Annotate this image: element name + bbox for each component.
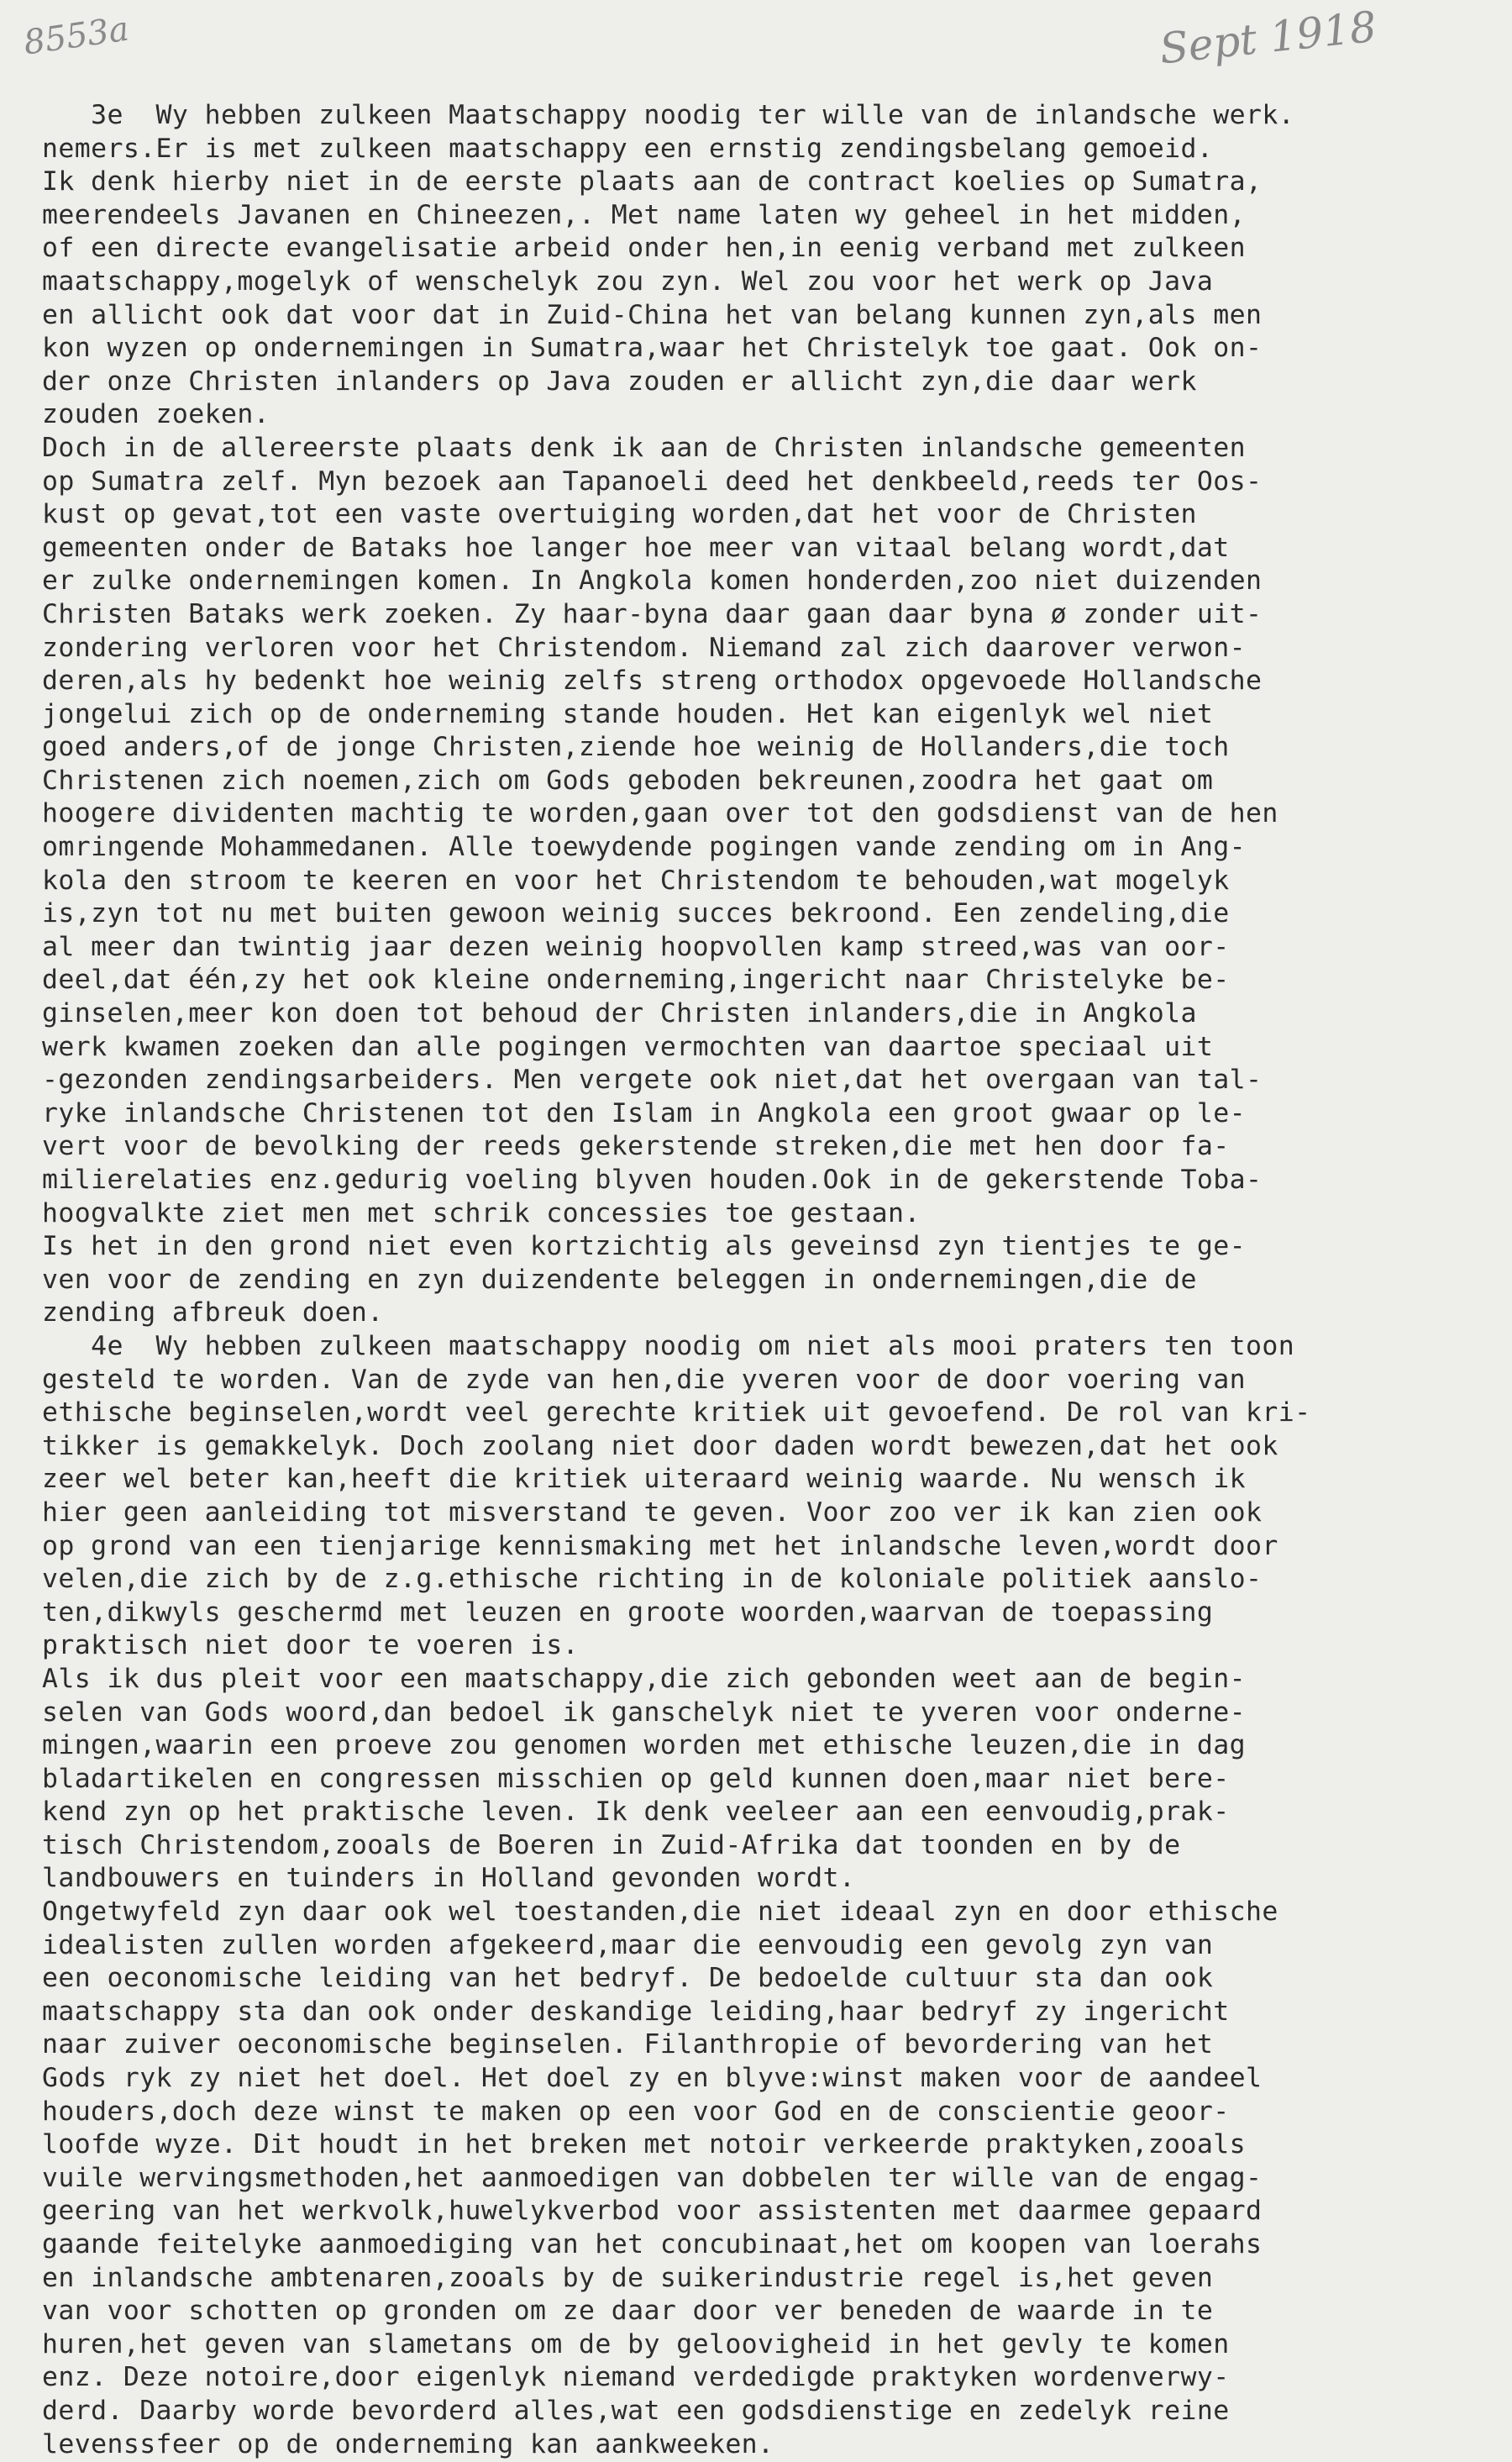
text-line: meerendeels Javanen en Chineezen,. Met name laten wy geheel in het midden, [42,199,1246,230]
text-line: ryke inlandsche Christenen tot den Islam in Angkola een groot gwaar op le- [42,1097,1246,1128]
text-line: op grond van een tienjarige kennismaking met het inlandsche leven,wordt door [42,1530,1278,1561]
text-line: tikker is gemakkelyk. Doch zoolang niet door daden wordt bewezen,dat het ook [42,1430,1278,1461]
typed-text-body [42,99,1487,2461]
text-line: Als ik dus pleit voor een maatschappy,die zich gebonden weet aan de begin- [42,1663,1246,1694]
text-line: is,zyn tot nu met buiten gewoon weinig succes bekroond. Een zendeling,die [42,898,1230,929]
text-line: kola den stroom te keeren en voor het Christendom te behouden,wat mogelyk [42,865,1230,896]
text-line: huren,het geven van slametans om de by geloovigheid in het gevly te komen [42,2328,1230,2359]
text-line: Ik denk hierby niet in de eerste plaats aan de contract koelies op Sumatra, [42,166,1263,197]
text-line: Is het in den grond niet even kortzichtig als geveinsd zyn tientjes te ge- [42,1231,1246,1262]
text-line: maatschappy sta dan ook onder deskandige leiding,haar bedryf zy ingericht [42,1996,1230,2027]
text-line: hier geen aanleiding tot misverstand te geven. Voor zoo ver ik kan zien ook [42,1497,1263,1528]
text-line: geering van het werkvolk,huwelykverbod voor assistenten met daarmee gepaard [42,2196,1263,2227]
text-line: der onze Christen inlanders op Java zouden er allicht zyn,die daar werk [42,366,1197,397]
text-line: gemeenten onder de Bataks hoe langer hoe meer van vitaal belang wordt,dat [42,532,1230,563]
text-line: werk kwamen zoeken dan alle pogingen vermochten van daartoe speciaal uit [42,1031,1214,1062]
text-line: milierelaties enz.gedurig voeling blyven houden.Ook in de gekerstende Toba- [42,1165,1263,1195]
text-line: deel,dat één,zy het ook kleine onderneming,ingericht naar Christelyke be- [42,965,1230,996]
text-line: ginselen,meer kon doen tot behoud der Christen inlanders,die in Angkola [42,998,1197,1029]
text-line: vert voor de bevolking der reeds gekerstende streken,die met hen door fa- [42,1131,1230,1162]
text-line: ten,dikwyls geschermd met leuzen en groote woorden,waarvan de toepassing [42,1597,1214,1628]
text-line: goed anders,of de jonge Christen,ziende hoe weinig de Hollanders,die toch [42,732,1230,763]
text-line: hoogvalkte ziet men met schrik concessies toe gestaan. [42,1197,921,1228]
text-line: zeer wel beter kan,heeft die kritiek uiteraard weinig waarde. Nu wensch ik [42,1464,1246,1495]
text-line: loofde wyze. Dit houdt in het breken met notoir verkeerde praktyken,zooals [42,2129,1246,2160]
margin-note-left: 8553a [21,9,132,63]
text-line: velen,die zich by de z.g.ethische richting in de koloniale politiek aanslo- [42,1564,1263,1595]
text-line: zondering verloren voor het Christendom. Niemand zal zich daarover verwon- [42,632,1246,663]
text-line: maatschappy,mogelyk of wenschelyk zou zyn. Wel zou voor het werk op Java [42,266,1214,297]
text-line: gaande feitelyke aanmoediging van het concubinaat,het om koopen van loerahs [42,2229,1263,2259]
text-line: mingen,waarin een proeve zou genomen worden met ethische leuzen,die in dag [42,1730,1246,1761]
text-line: landbouwers en tuinders in Holland gevonden wordt. [42,1863,856,1894]
text-line: enz. Deze notoire,door eigenlyk niemand verdedigde praktyken wordenverwy- [42,2362,1230,2393]
text-line: Ongetwyfeld zyn daar ook wel toestanden,die niet ideaal zyn en door ethische [42,1896,1278,1928]
text-line: Christen Bataks werk zoeken. Zy haar-byna daar gaan daar byna ø zonder uit- [42,598,1263,629]
text-line: -gezonden zendingsarbeiders. Men vergete ook niet,dat het overgaan van tal- [42,1065,1263,1096]
text-line: idealisten zullen worden afgekeerd,maar die eenvoudig een gevolg zyn van [42,1929,1214,1960]
text-line: hoogere dividenten machtig te worden,gaan over tot den godsdienst van de hen [42,798,1278,829]
text-line: zending afbreuk doen. [42,1297,384,1328]
text-line: kend zyn op het praktische leven. Ik denk veeleer aan een eenvoudig,prak- [42,1797,1230,1828]
text-line: bladartikelen en congressen misschien op geld kunnen doen,maar niet bere- [42,1763,1230,1794]
text-line: en allicht ook dat voor dat in Zuid-China het van belang kunnen zyn,als men [42,299,1263,330]
text-line: naar zuiver oeconomische beginselen. Filanthropie of bevordering van het [42,2029,1214,2060]
text-line: ven voor de zending en zyn duizendente beleggen in ondernemingen,die de [42,1264,1197,1295]
text-line: deren,als hy bedenkt hoe weinig zelfs streng orthodox opgevoede Hollandsche [42,665,1263,697]
margin-note-date: Sept 1918 [1157,2,1379,74]
text-line: derd. Daarby worde bevorderd alles,wat een godsdienstige en zedelyk reine [42,2395,1230,2426]
text-line: een oeconomische leiding van het bedryf. De bedoelde cultuur sta dan ook [42,1963,1214,1994]
text-line: 4e Wy hebben zulkeen maatschappy noodig om niet als mooi praters ten toon [42,1330,1295,1361]
text-line: kust op gevat,tot een vaste overtuiging worden,dat het voor de Christen [42,499,1197,530]
text-line: Christenen zich noemen,zich om Gods geboden bekreunen,zoodra het gaat om [42,765,1214,796]
text-line: er zulke ondernemingen komen. In Angkola komen honderden,zoo niet duizenden [42,566,1263,597]
text-line: of een directe evangelisatie arbeid onder hen,in eenig verband met zulkeen [42,233,1246,264]
text-line: zouden zoeken. [42,399,270,430]
text-line: tisch Christendom,zooals de Boeren in Zuid-Afrika dat toonden en by de [42,1829,1181,1860]
text-line: houders,doch deze winst te maken op een voor God en de conscientie geoor- [42,2096,1230,2127]
text-line: al meer dan twintig jaar dezen weinig hoopvollen kamp streed,was van oor- [42,931,1230,962]
text-line: Gods ryk zy niet het doel. Het doel zy en blyve:winst maken voor de aandeel [42,2063,1263,2094]
text-line: omringende Mohammedanen. Alle toewydende pogingen vande zending om in Ang- [42,832,1246,863]
text-line: kon wyzen op ondernemingen in Sumatra,waar het Christelyk toe gaat. Ook on- [42,333,1263,364]
text-line: praktisch niet door te voeren is. [42,1630,580,1661]
text-line: vuile wervingsmethoden,het aanmoedigen van dobbelen ter wille van de engag- [42,2162,1263,2193]
text-line: nemers.Er is met zulkeen maatschappy een ernstig zendingsbelang gemoeid. [42,133,1214,164]
text-line: levenssfeer op de onderneming kan aankweeken. [42,2428,774,2459]
text-line: jongelui zich op de onderneming stande houden. Het kan eigenlyk wel niet [42,698,1214,729]
text-line: gesteld te worden. Van de zyde van hen,die yveren voor de door voering van [42,1364,1246,1395]
text-line: 3e Wy hebben zulkeen Maatschappy noodig ter wille van de inlandsche werk. [42,100,1295,130]
text-line: selen van Gods woord,dan bedoel ik ganschelyk niet te yveren voor onderne- [42,1697,1246,1728]
text-line: en inlandsche ambtenaren,zooals by de suikerindustrie regel is,het geven [42,2262,1214,2293]
text-line: op Sumatra zelf. Myn bezoek aan Tapanoeli deed het denkbeeld,reeds ter Oos- [42,466,1263,497]
text-line: ethische beginselen,wordt veel gerechte kritiek uit gevoefend. De rol van kri- [42,1397,1311,1428]
text-line: Doch in de allereerste plaats denk ik aan de Christen inlandsche gemeenten [42,432,1246,463]
text-line: van voor schotten op gronden om ze daar door ver beneden de waarde in te [42,2296,1214,2327]
